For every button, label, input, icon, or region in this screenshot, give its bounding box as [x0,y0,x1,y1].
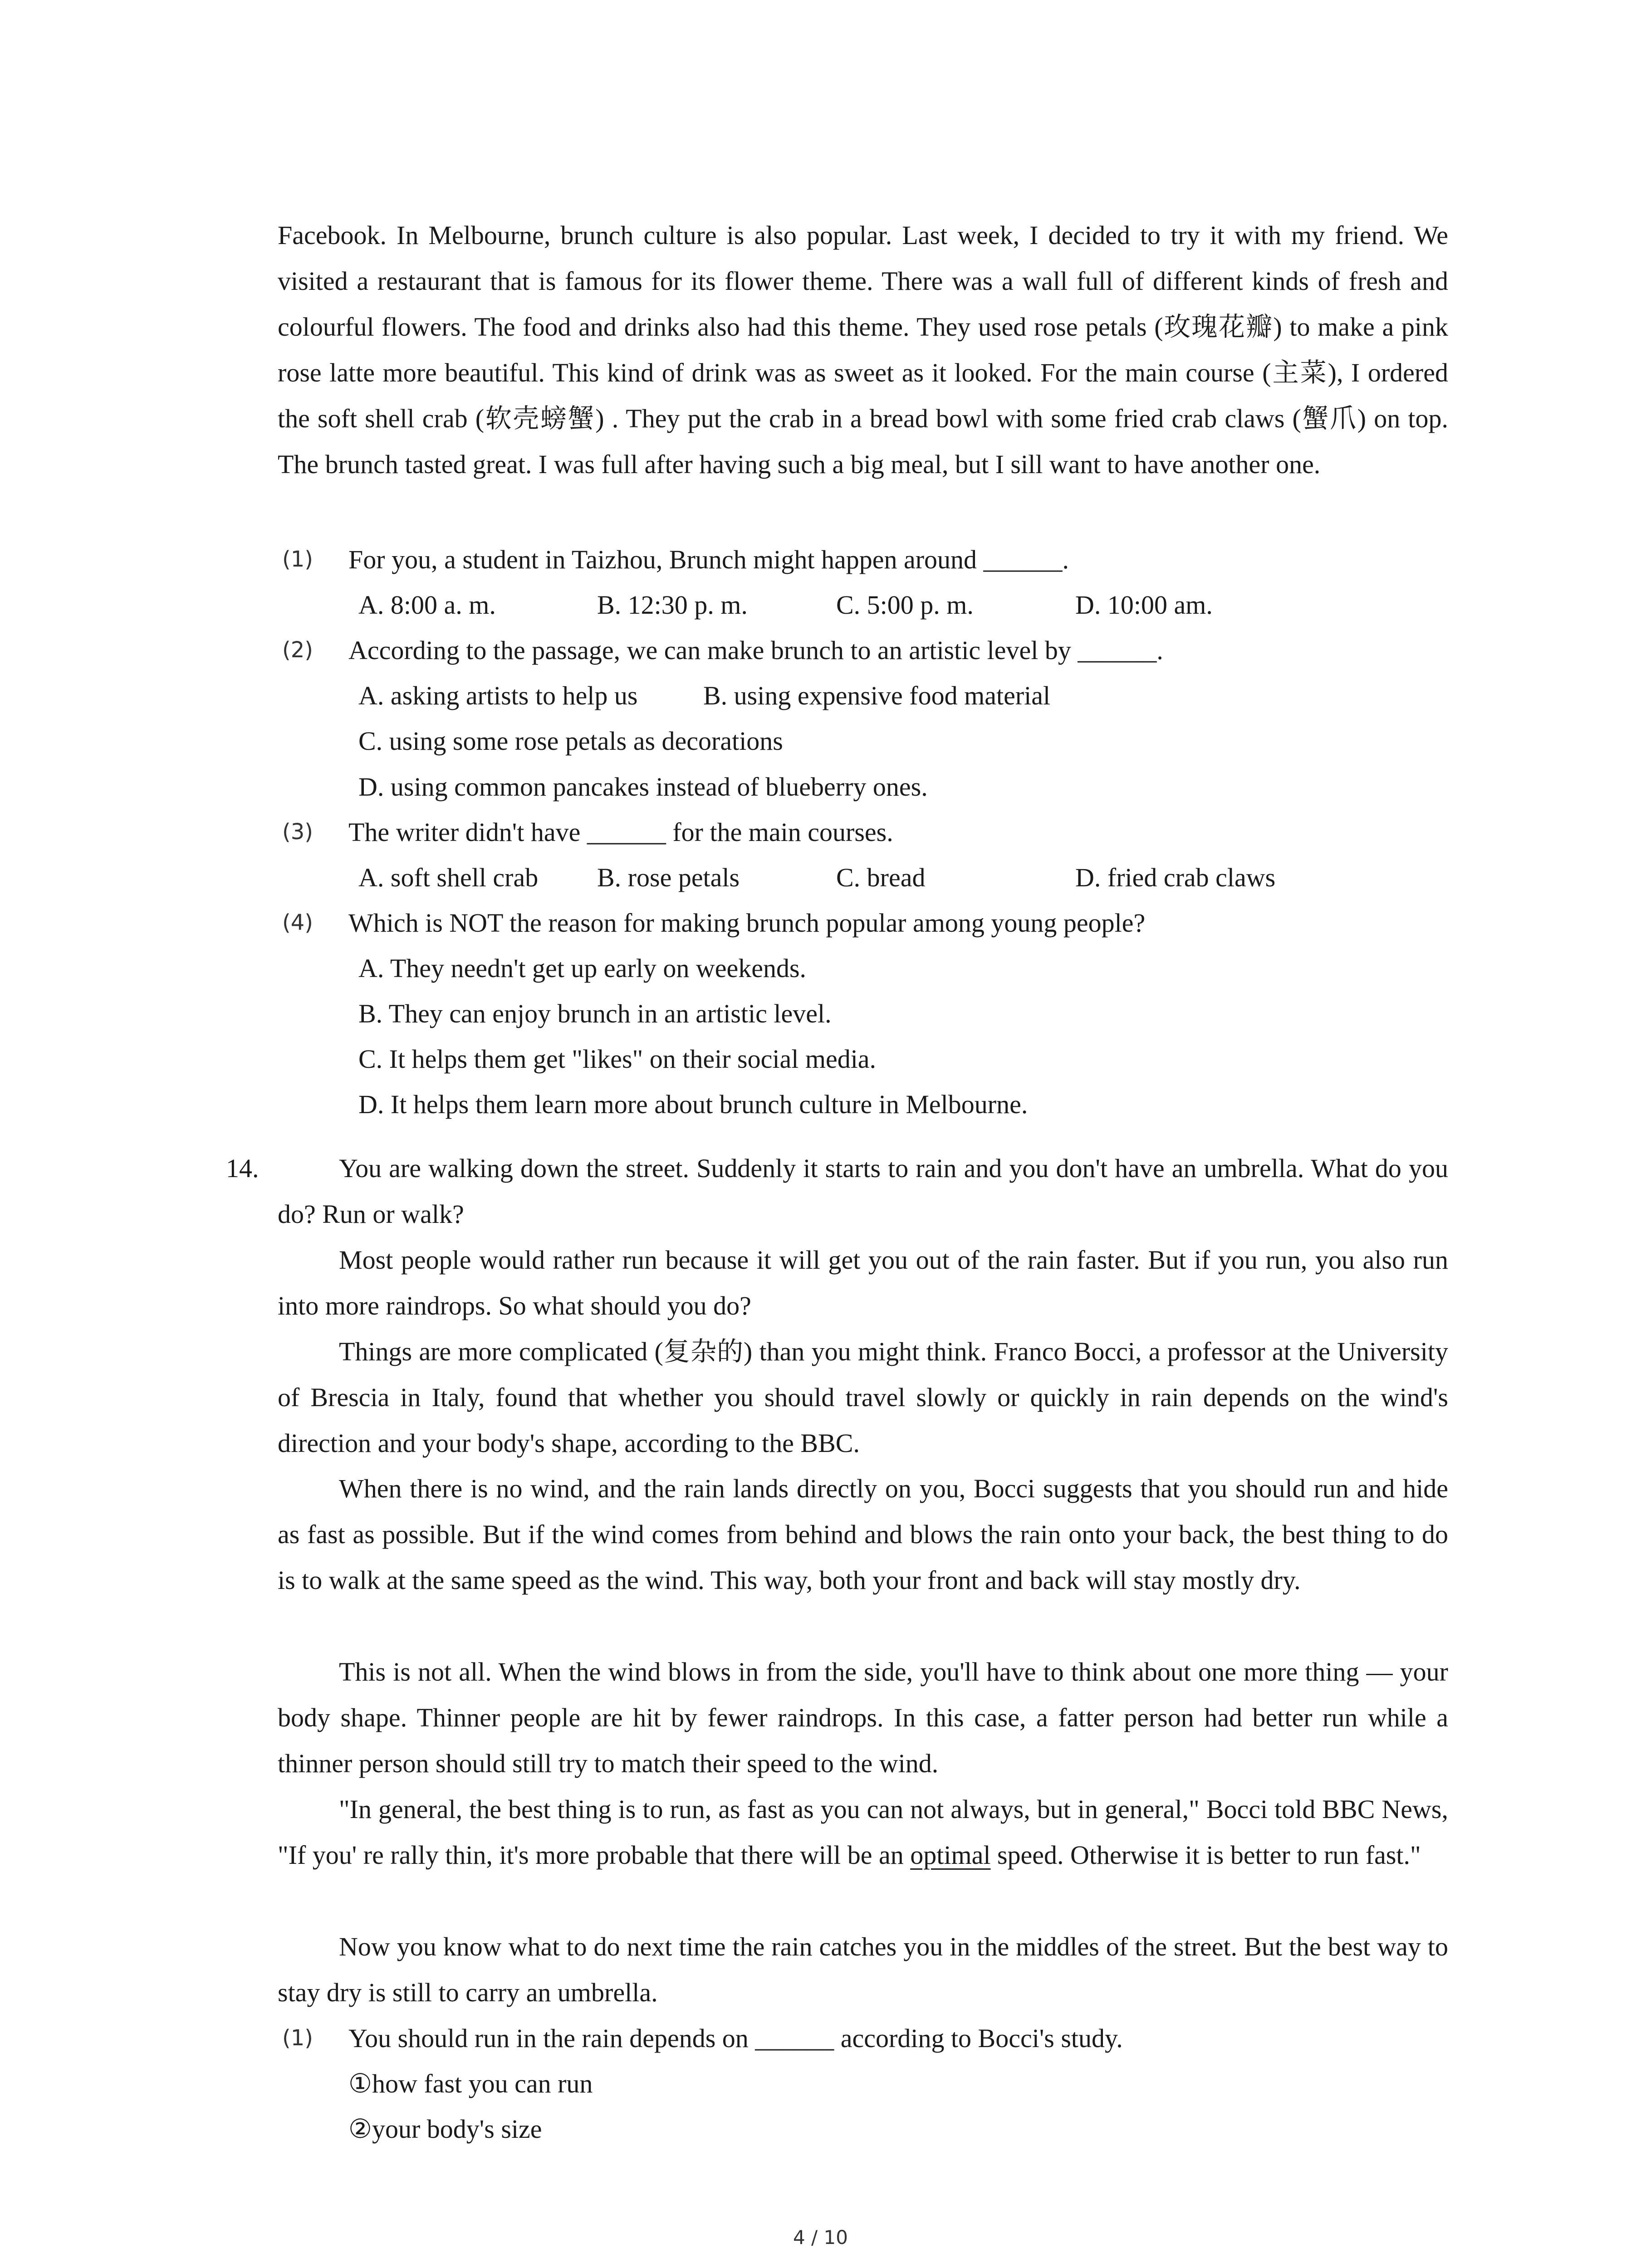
option-2: ②your body's size [348,2114,542,2144]
question-14-number: 14. [226,1154,259,1183]
option-a: A. soft shell crab [358,863,539,892]
option-a: A. 8:00 a. m. [358,590,496,620]
page-number: 4 / 10 [793,2226,848,2248]
question-number: (2) [282,637,313,663]
question-text: Which is NOT the reason for making brunch popular among young people? [348,908,1146,938]
option-b: B. rose petals [597,863,740,892]
question-number: (3) [282,819,313,845]
question-number: (1) [282,2025,313,2051]
option-b: B. 12:30 p. m. [597,590,748,620]
paragraph-6-text-end: speed. Otherwise it is better to run fast." [990,1840,1421,1870]
question-text: For you, a student in Taizhou, Brunch might happen around ______. [348,545,1069,574]
option-b: B. They can enjoy brunch in an artistic level. [358,999,832,1028]
option-a: A. asking artists to help us [358,681,638,710]
option-c: C. bread [836,863,926,892]
option-c: C. using some rose petals as decorations [358,726,783,756]
question-text: According to the passage, we can make brunch to an artistic level by ______. [348,635,1163,665]
passage-14-paragraph-3: Things are more complicated (复杂的) than you might think. Franco Bocci, a professor at the University of Brescia in Italy, found that whether you should travel slowly or quickly in rain depends on the wind's direction and your body's shape, according to the BBC. [278,1337,1448,1458]
underlined-word: optimal [910,1840,991,1870]
passage-13-paragraph: Facebook. In Melbourne, brunch culture is also popular. Last week, I decided to try it with my friend. We visited a restaurant that is famous for its flower theme. There was a wall full of different kinds of fresh and colourful flowers. The food and drinks also had this theme. They used rose petals (玫瑰花瓣) to make a pink rose latte more beautiful. This kind of drink was as sweet as it looked. For the main course (主菜), I ordered the soft shell crab (软壳螃蟹) . They put the crab in a bread bowl with some fried crab claws (蟹爪) on top. The brunch tasted great. I was full after having such a big meal, but I sill want to have another one. [278,220,1448,479]
passage-14-paragraph-7: Now you know what to do next time the rain catches you in the middles of the street. But the best way to stay dry is still to carry an umbrella. [278,1932,1448,2007]
option-c: C. 5:00 p. m. [836,590,974,620]
option-d: D. using common pancakes instead of blueberry ones. [358,772,928,802]
passage-14-paragraph-1: You are walking down the street. Suddenly it starts to rain and you don't have an umbrella. What do you do? Run or walk? [278,1154,1448,1229]
question-number: (4) [282,910,313,935]
option-d: D. It helps them learn more about brunch culture in Melbourne. [358,1090,1028,1119]
option-d: D. 10:00 am. [1075,590,1213,620]
passage-14-paragraph-2: Most people would rather run because it will get you out of the rain faster. But if you run, you also run into more raindrops. So what should you do? [278,1245,1448,1320]
option-d: D. fried crab claws [1075,863,1276,892]
question-number: (1) [282,547,313,572]
option-a: A. They needn't get up early on weekends. [358,953,807,983]
question-text: You should run in the rain depends on ______ according to Bocci's study. [348,2024,1123,2053]
question-text: The writer didn't have ______ for the main courses. [348,817,893,847]
passage-14-paragraph-6 [278,1786,1448,1878]
option-b: B. using expensive food material [703,681,1051,710]
option-1: ①how fast you can run [348,2069,593,2098]
passage-14-paragraph-4: When there is no wind, and the rain lands directly on you, Bocci suggests that you should run and hide as fast as possible. But if the wind comes from behind and blows the rain onto your back, the best thing to do is to walk at the same speed as the wind. This way, both your front and back will stay mostly dry. [278,1474,1448,1595]
paragraph-6-text: "In general, the best thing is to run, as fast as you can not always, but in general," Bocci told BBC News, "If you' re rally thin, it's more probable that there will be an [278,1794,1448,1870]
option-c: C. It helps them get "likes" on their social media. [358,1044,877,1074]
passage-14-paragraph-5: This is not all. When the wind blows in from the side, you'll have to think about one more thing — your body shape. Thinner people are hit by fewer raindrops. In this case, a fatter person had better run while a thinner person should still try to match their speed to the wind. [278,1657,1448,1778]
